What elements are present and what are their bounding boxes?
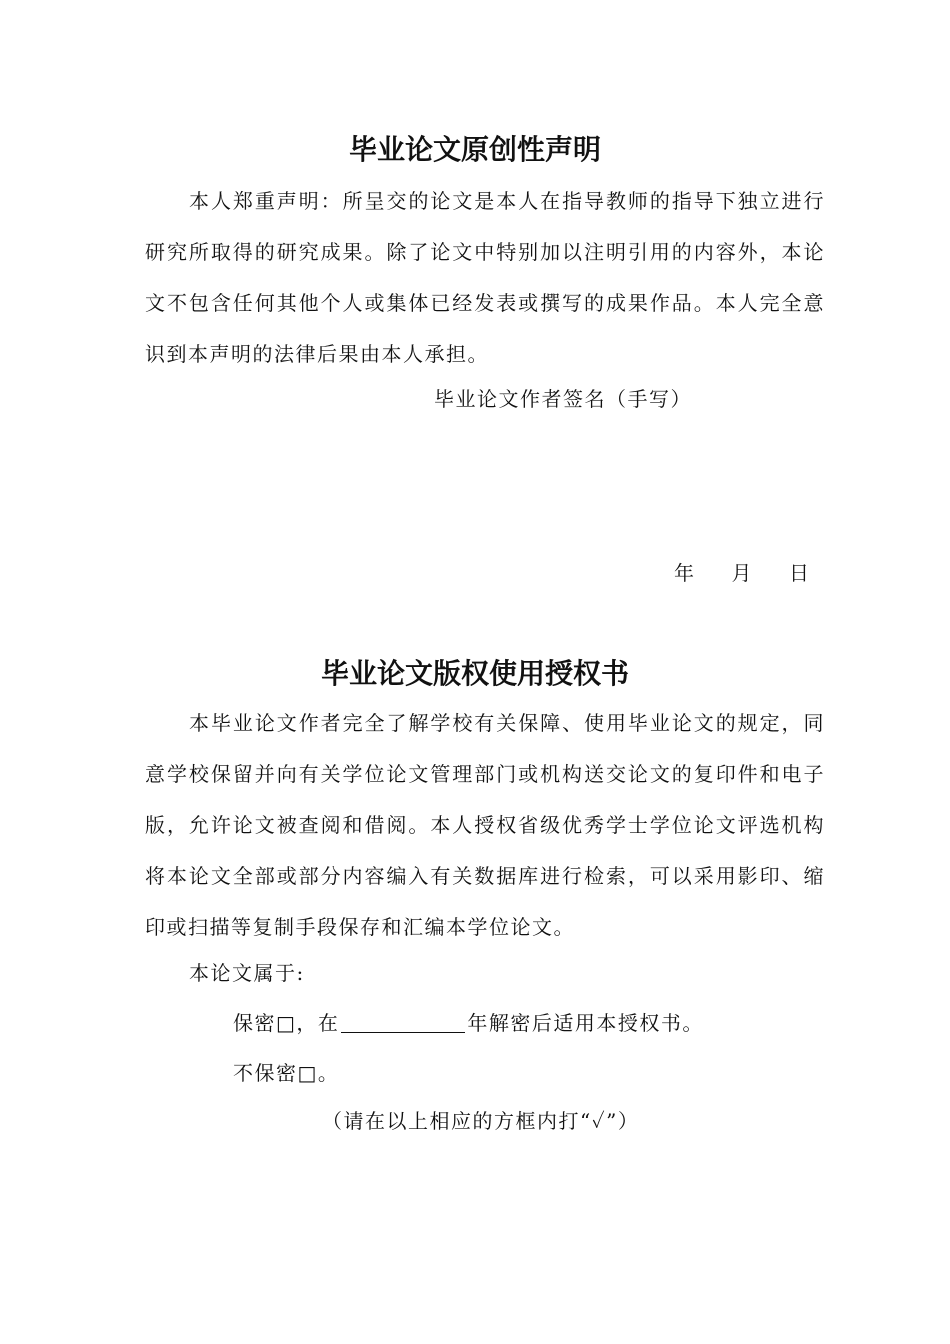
option-secret [233,1008,704,1038]
declaration-title: 毕业论文原创性声明 [348,133,601,166]
option-secret-prefix: 保密□，在 [233,1011,340,1035]
option-secret-suffix: 年解密后适用本授权书。 [467,1011,704,1035]
decrypt-year-blank[interactable] [341,1010,465,1033]
checkmark-instruction: （请在以上相应的方框内打“✓”） [322,1109,640,1133]
declaration-body: 本人郑重声明：所呈交的论文是本人在指导教师的指导下独立进行研究所取得的研究成果。除了论文中特别加以注明引用的内容外，本论文不包含任何其他个人或集体已经发表或撰写的成果作品。本人完全意识到本声明的法律后果由本人承担。 [145,189,825,366]
authorization-title: 毕业论文版权使用授权书 [320,657,629,690]
date-line [674,558,811,588]
date-year: 年 [674,561,696,585]
option-not-secret: 不保密□。 [233,1061,340,1085]
signature-label: 毕业论文作者签名（手写） [434,387,692,411]
authorization-body: 本毕业论文作者完全了解学校有关保障、使用毕业论文的规定，同意学校保留并向有关学位论文管理部门或机构送交论文的复印件和电子版，允许论文被查阅和借阅。本人授权省级优秀学士学位论文评选机构将本论文全部或部分内容编入有关数据库进行检索，可以采用影印、缩印或扫描等复制手段保存和汇编本学位论文。 [145,711,825,939]
belongs-label: 本论文属于: [189,961,305,985]
date-day: 日 [789,561,811,585]
date-month: 月 [731,561,753,585]
